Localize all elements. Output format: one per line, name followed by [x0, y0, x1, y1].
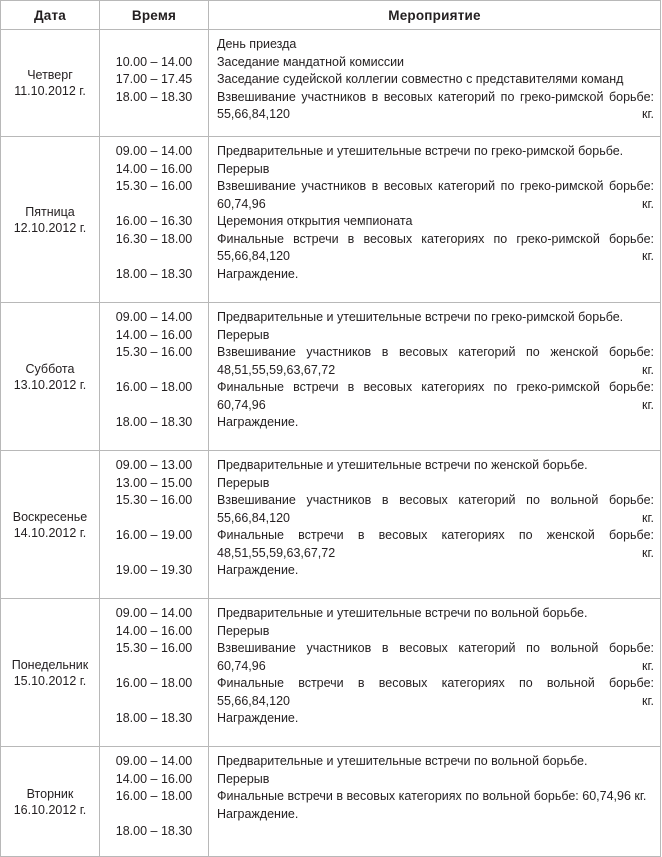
day-date: 15.10.2012 г. [13, 673, 87, 688]
time-slot: 14.00 – 16.00 [115, 771, 193, 786]
day-name: Четверг [27, 68, 73, 82]
day-date: 11.10.2012 г. [14, 84, 86, 98]
time-slot: 14.00 – 16.00 [115, 327, 193, 342]
event-line: Финальные встречи в весовых категориях по греко-римской борьбе: 55,66,84,120 кг. [217, 231, 654, 263]
time-cell-saturday [100, 303, 209, 451]
time-spacer [106, 196, 202, 214]
event-line: Награждение. [217, 266, 299, 281]
date-cell-monday [1, 599, 100, 747]
time-slot: 15.30 – 16.00 [115, 345, 193, 359]
event-line: Перерыв [217, 475, 270, 490]
event-line: Взвешивание участников в весовых категорий по вольной борьбе: 55,66,84,120 кг. [217, 493, 654, 525]
time-spacer [106, 362, 202, 380]
time-spacer [106, 806, 202, 824]
event-line: Награждение. [217, 806, 299, 821]
event-line: Взвешивание участников в весовых категорий по женской борьбе: 48,51,55,59,63,67,72 кг. [217, 345, 654, 377]
time-cell-friday [100, 137, 209, 303]
event-line: Перерыв [217, 327, 270, 342]
time-slot: 13.00 – 15.00 [115, 475, 193, 490]
time-spacer [106, 36, 202, 54]
time-slot: 14.00 – 16.00 [115, 623, 193, 638]
event-cell-thursday [209, 30, 661, 137]
event-line: День приезда [217, 37, 297, 51]
event-cell-friday [209, 137, 661, 303]
day-name: Воскресенье [12, 509, 88, 524]
time-cell-thursday [100, 30, 209, 137]
time-slot: 16.00 – 18.00 [115, 789, 193, 803]
time-spacer [106, 248, 202, 266]
date-cell-friday [1, 137, 100, 303]
time-slot: 19.00 – 19.30 [115, 563, 193, 577]
table-row [1, 451, 661, 599]
time-slot: 16.00 – 16.30 [115, 214, 193, 228]
event-line: Перерыв [217, 161, 270, 176]
event-line: Взвешивание участников в весовых категорий по вольной борьбе: 60,74,96 кг. [217, 641, 654, 673]
time-slot: 09.00 – 13.00 [115, 458, 193, 472]
day-date: 13.10.2012 г. [13, 377, 87, 392]
event-line: Финальные встречи в весовых категориях по вольной борьбе: 55,66,84,120 кг. [217, 676, 654, 708]
table-row [1, 303, 661, 451]
table-row [1, 747, 661, 857]
day-name: Вторник [26, 786, 74, 801]
date-cell-thursday [1, 30, 100, 137]
column-header-time: Время [100, 1, 209, 30]
time-slot: 18.00 – 18.30 [115, 266, 193, 281]
time-slot: 16.00 – 18.00 [115, 676, 193, 690]
time-slot: 15.30 – 16.00 [115, 641, 193, 655]
event-line: Награждение. [217, 563, 299, 577]
event-line: Заседание судейской коллегии совместно с представителями команд [217, 72, 624, 86]
event-line: Взвешивание участников в весовых категорий по греко-римской борьбе: 60,74,96 кг. [217, 179, 654, 211]
event-line: Предварительные и утешительные встречи по женской борьбе. [217, 458, 588, 472]
event-line: Финальные встречи в весовых категориях по вольной борьбе: 60,74,96 кг. [217, 789, 647, 803]
event-line: Церемония открытия чемпионата [217, 214, 413, 228]
event-line: Награждение. [217, 711, 299, 725]
event-line: Перерыв [217, 771, 270, 786]
event-cell-tuesday [209, 747, 661, 857]
event-line: Предварительные и утешительные встречи по вольной борьбе. [217, 754, 588, 768]
day-date: 16.10.2012 г. [13, 802, 87, 817]
time-slot: 09.00 – 14.00 [115, 754, 193, 768]
time-slot: 16.00 – 18.00 [115, 380, 193, 394]
time-slot: 16.00 – 19.00 [115, 528, 193, 542]
time-slot: 18.00 – 18.30 [115, 711, 193, 725]
table-header [1, 1, 661, 30]
table-row [1, 599, 661, 747]
time-slot: 09.00 – 14.00 [115, 144, 193, 158]
time-spacer [106, 658, 202, 676]
event-line: Финальные встречи в весовых категориях по греко-римской борьбе: 60,74,96 кг. [217, 380, 654, 412]
time-spacer [106, 397, 202, 415]
time-slot: 15.30 – 16.00 [115, 179, 193, 193]
time-slot: 14.00 – 16.00 [115, 161, 193, 176]
day-date: 14.10.2012 г. [13, 525, 87, 540]
event-cell-sunday [209, 451, 661, 599]
event-line: Предварительные и утешительные встречи по греко-римской борьбе. [217, 310, 624, 324]
time-slot: 15.30 – 16.00 [115, 493, 193, 507]
column-header-event: Мероприятие [209, 1, 661, 30]
event-line: Финальные встречи в весовых категориях по женской борьбе: 48,51,55,59,63,67,72 кг. [217, 528, 654, 560]
event-line: Награждение. [217, 415, 299, 429]
table-body [1, 30, 661, 857]
event-cell-monday [209, 599, 661, 747]
time-slot: 17.00 – 17.45 [115, 72, 193, 86]
event-line: Заседание мандатной комиссии [217, 54, 405, 69]
time-slot: 09.00 – 14.00 [115, 606, 193, 620]
day-name: Понедельник [11, 657, 89, 672]
event-line: Перерыв [217, 623, 270, 638]
time-cell-monday [100, 599, 209, 747]
day-date: 12.10.2012 г. [13, 220, 87, 235]
time-slot: 09.00 – 14.00 [115, 310, 193, 324]
header-row [1, 1, 661, 30]
day-name: Суббота [25, 361, 75, 376]
date-cell-tuesday [1, 747, 100, 857]
time-slot: 18.00 – 18.30 [115, 415, 193, 429]
event-cell-saturday [209, 303, 661, 451]
date-cell-saturday [1, 303, 100, 451]
date-cell-sunday [1, 451, 100, 599]
time-spacer [106, 510, 202, 528]
day-name: Пятница [25, 204, 75, 219]
table-row [1, 30, 661, 137]
event-line: Взвешивание участников в весовых категорий по греко-римской борьбе: 55,66,84,120 кг. [217, 89, 654, 121]
time-spacer [106, 545, 202, 563]
time-slot: 18.00 – 18.30 [115, 824, 193, 838]
event-line: Предварительные и утешительные встречи по греко-римской борьбе. [217, 144, 624, 158]
time-slot: 18.00 – 18.30 [115, 89, 193, 104]
time-slot: 10.00 – 14.00 [115, 54, 193, 69]
table-row [1, 137, 661, 303]
time-cell-tuesday [100, 747, 209, 857]
time-spacer [106, 693, 202, 711]
column-header-date: Дата [1, 1, 100, 30]
time-slot: 16.30 – 18.00 [115, 231, 193, 246]
time-cell-sunday [100, 451, 209, 599]
event-line: Предварительные и утешительные встречи по вольной борьбе. [217, 606, 588, 620]
